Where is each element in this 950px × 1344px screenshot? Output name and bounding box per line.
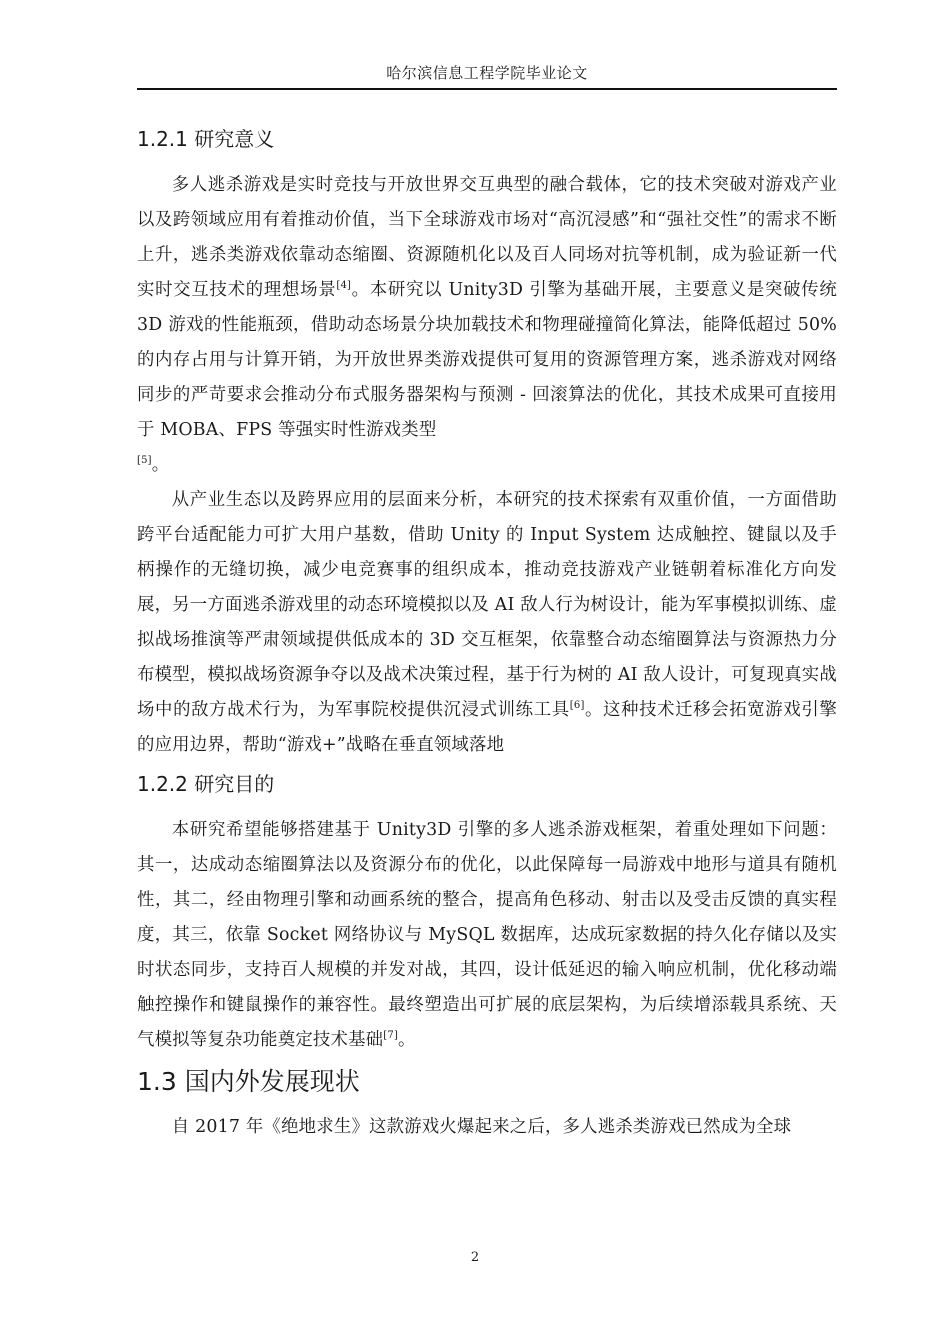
section-heading-1-2-1: 1.2.1 研究意义 (137, 127, 275, 151)
paragraph-status: 自 2017 年《绝地求生》这款游戏火爆起来之后，多人逃杀类游戏已然成为全球 (171, 1117, 792, 1137)
citation-ref: [4] (336, 280, 352, 292)
text-run: 。这种技术迁移会拓宽游戏引擎的应用边界，帮助“游戏+”战略在垂直领域落地 (137, 700, 837, 755)
text-run: 。本研究以 Unity3D 引擎为基础开展，主要意义是突破传统 3D 游戏的性能瓶颈，借助动态场景分块加载技术和物理碰撞简化算法，能降低超过 50%的内存占用与计算开销，为开放世界类游戏提供可复用的资源管理方案，逃杀游戏对网络同步的严苛要求会推动分布式服务器架构与预测 - 回滚算法的优化，其技术成果可直接用于 MOBA、FPS 等强实时性游戏类型 (137, 280, 837, 440)
section-heading-1-3: 1.3 国内外发展现状 (137, 1067, 360, 1096)
paragraph-purpose (137, 813, 837, 1058)
text-run: 从产业生态以及跨界应用的层面来分析，本研究的技术探索有双重价值，一方面借助跨平台适配能力可扩大用户基数，借助 Unity 的 Input System 达成触控、键鼠以及手柄操作的无缝切换，减少电竞赛事的组织成本，推动竞技游戏产业链朝着标准化方向发展，另一方面逃杀游戏里的动态环境模拟以及 AI 敌人行为树设计，能为军事模拟训练、虚拟战场推演等严肃领域提供低成本的 3D 交互框架，依靠整合动态缩圈算法与资源热力分布模型，模拟战场资源争夺以及战术决策过程，基于行为树的 AI 敌人设计，可复现真实战场中的敌方战术行为，为军事院校提供沉浸式训练工具 (137, 490, 837, 720)
running-header: 哈尔滨信息工程学院毕业论文 (386, 64, 588, 82)
text-run: 。 (151, 455, 170, 475)
page-number: 2 (470, 1250, 480, 1265)
header-rule (137, 88, 837, 90)
text-run: 本研究希望能够搭建基于 Unity3D 引擎的多人逃杀游戏框架，着重处理如下问题：其一，达成动态缩圈算法以及资源分布的优化，以此保障每一局游戏中地形与道具有随机性，其二，经由物理引擎和动画系统的整合，提高角色移动、射击以及受击反馈的真实程度，其三，依靠 Socket 网络协议与 MySQL 数据库，达成玩家数据的持久化存储以及实时状态同步，支持百人规模的并发对战，其四，设计低延迟的输入响应机制，优化移动端触控操作和键鼠操作的兼容性。最终塑造出可扩展的底层架构，为后续增添载具系统、天气模拟等复杂功能奠定技术基础 (137, 820, 837, 1050)
citation-ref: [6] (569, 700, 585, 712)
page-content (137, 118, 837, 1145)
text-run: 。 (398, 1030, 416, 1050)
citation-ref: [5] (137, 455, 152, 467)
paragraph-significance-2 (137, 483, 837, 763)
citation-ref: [7] (383, 1030, 399, 1042)
section-heading-1-2-2: 1.2.2 研究目的 (137, 772, 275, 796)
paragraph-significance-1 (137, 168, 837, 483)
text-run: 多人逃杀游戏是实时竞技与开放世界交互典型的融合载体，它的技术突破对游戏产业以及跨领域应用有着推动价值，当下全球游戏市场对“高沉浸感”和“强社交性”的需求不断上升，逃杀类游戏依靠动态缩圈、资源随机化以及百人同场对抗等机制，成为验证新一代实时交互技术的理想场景 (137, 175, 837, 300)
